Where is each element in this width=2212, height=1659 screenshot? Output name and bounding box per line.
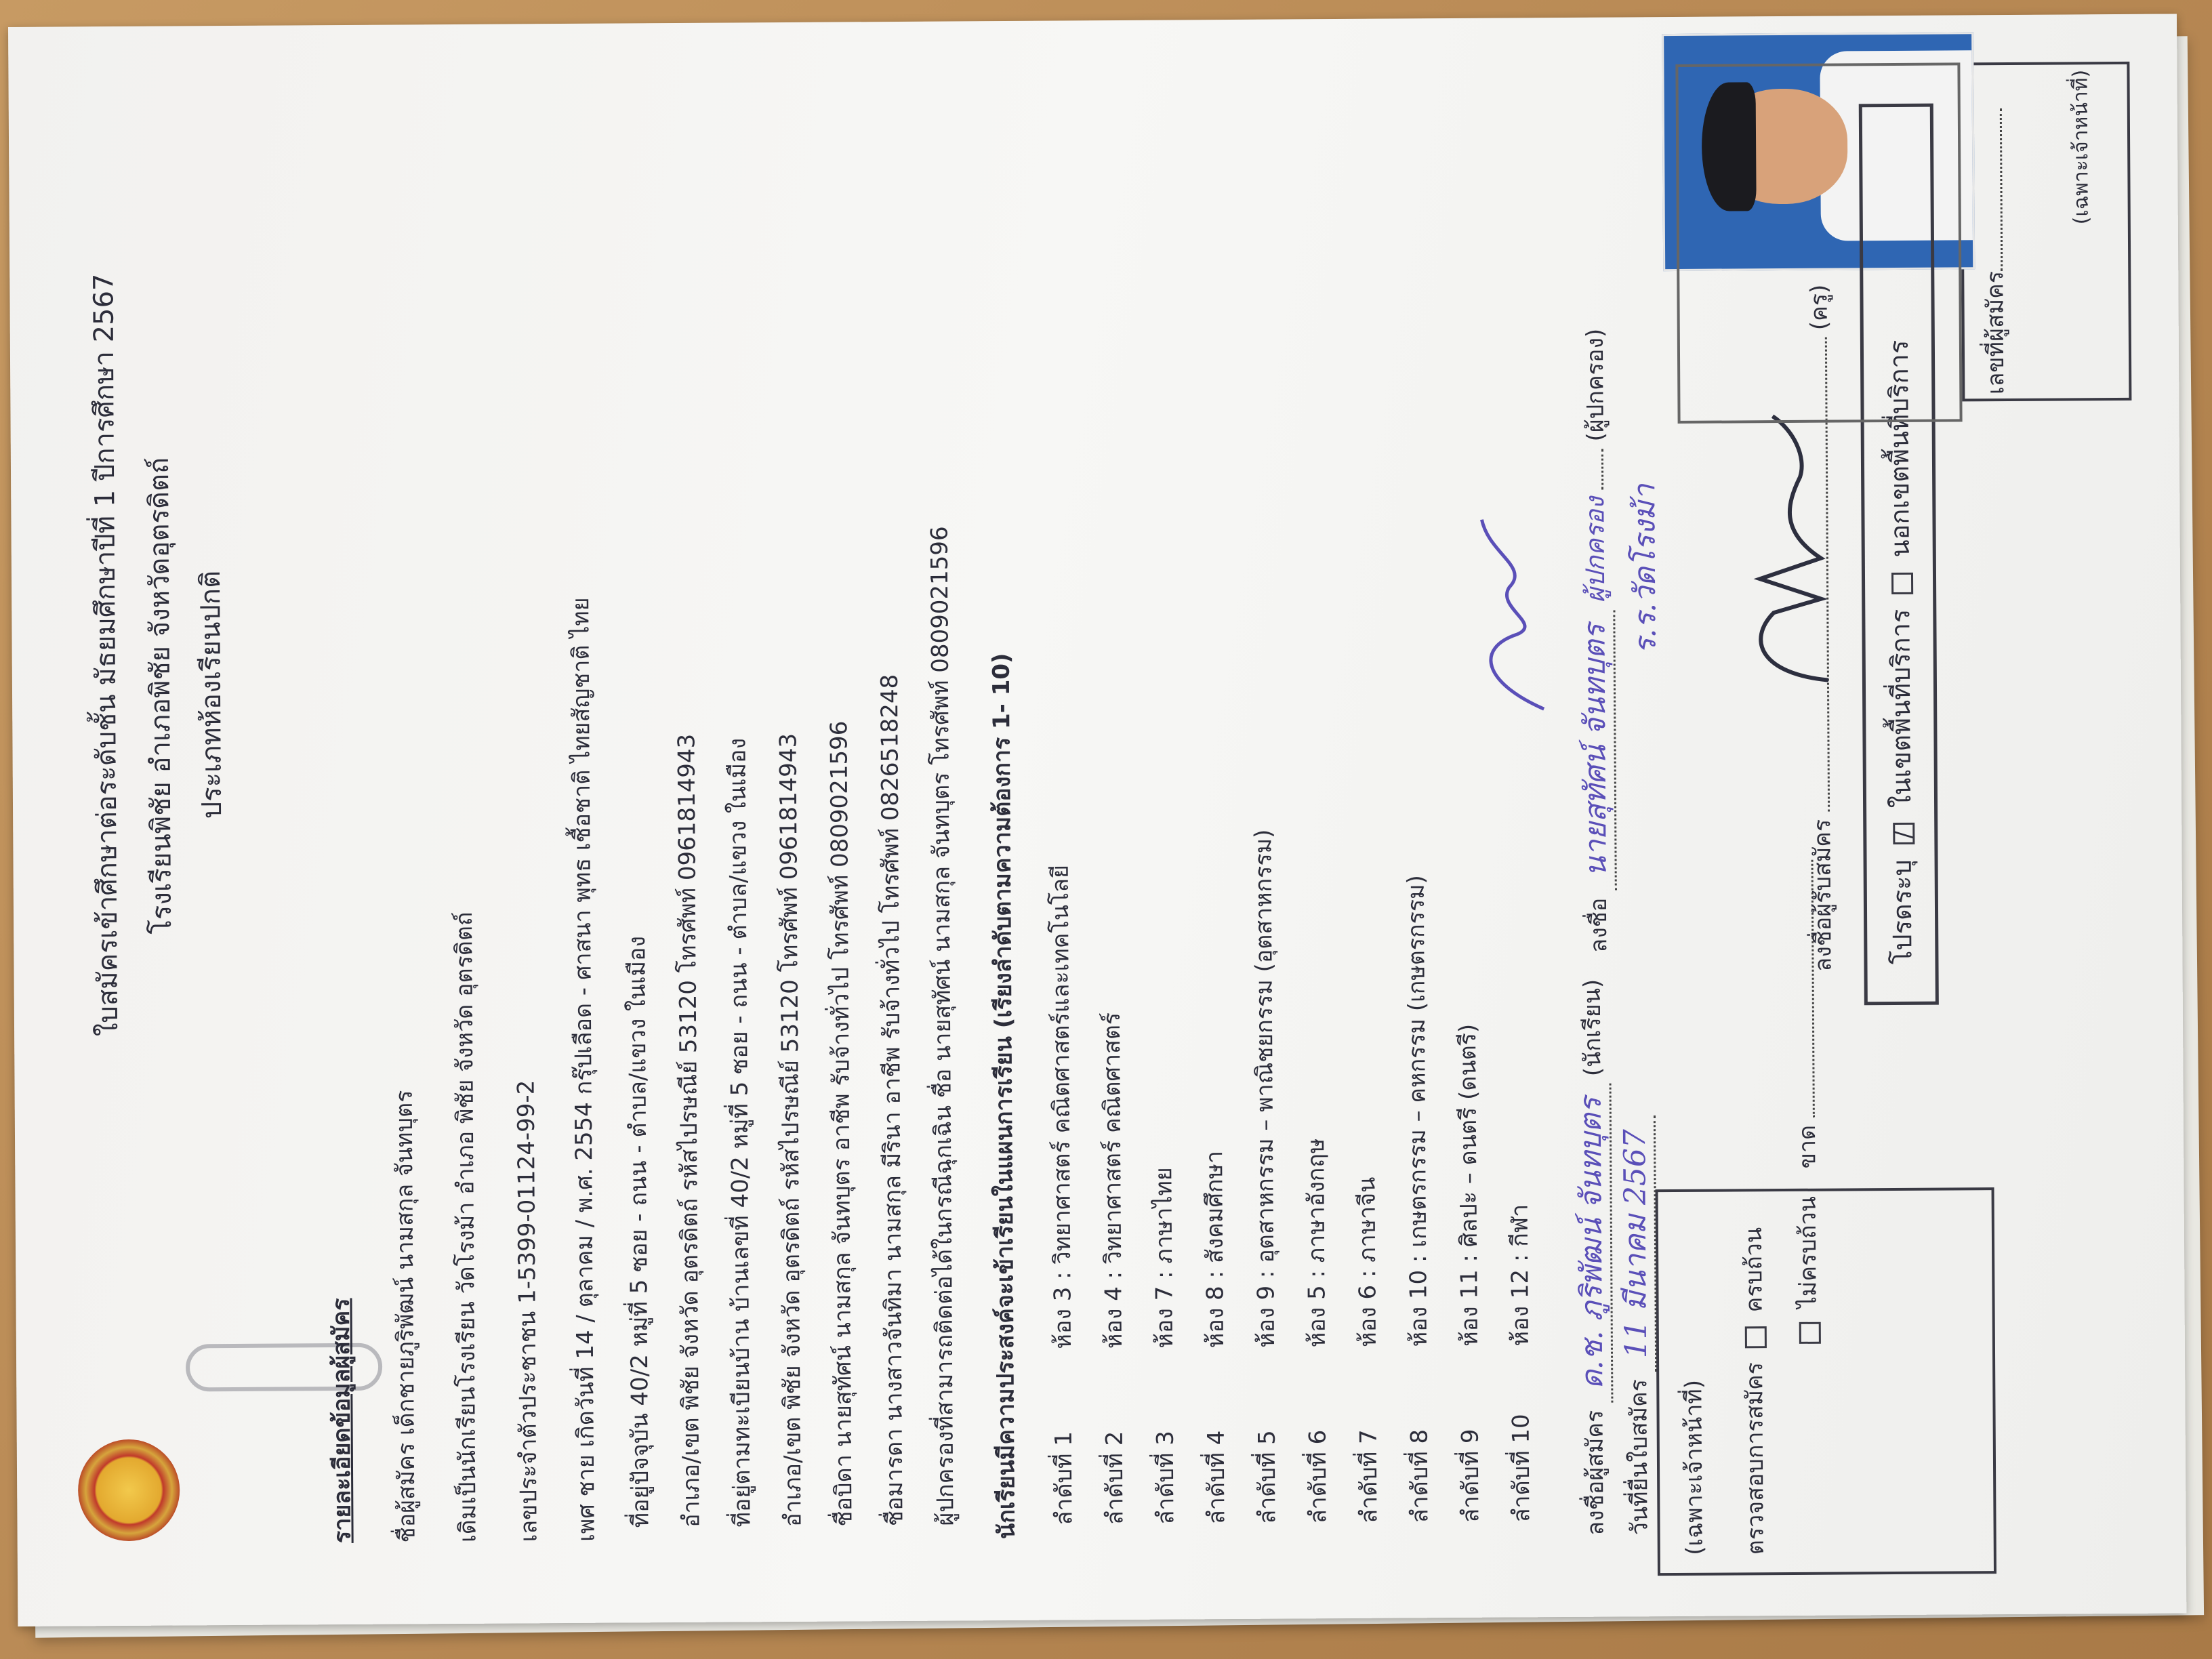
plan-order: ลำดับที่ 6	[1304, 1429, 1332, 1524]
application-date-handwritten: 11 มีนาคม 2567	[1618, 1115, 1657, 1372]
plan-name: ห้อง 8 : สังคมศึกษา	[1201, 1150, 1229, 1349]
office-incomplete-row: ไม่ครบถ้วน ขาด	[1793, 860, 1824, 1555]
plan-order: ลำดับที่ 5	[1253, 1430, 1282, 1524]
office-only-label: (เฉพาะเจ้าหน้าที่)	[2068, 69, 2093, 225]
plan-order: ลำดับที่ 9	[1456, 1429, 1485, 1523]
detail-line: ที่อยู่ปัจจุบัน 40/2 หมู่ที่ 5 ซอย - ถนน - ตำบล/แขวง ในเมือง	[623, 935, 655, 1528]
plan-order: ลำดับที่ 8	[1406, 1429, 1434, 1523]
form-title: ใบสมัครเข้าศึกษาต่อระดับชั้น มัธยมศึกษาปีที่ 1 ปีการศึกษา 2567	[88, 273, 125, 1037]
application-date-row: วันที่ยื่นใบสมัคร 11 มีนาคม 2567	[1618, 1115, 1658, 1536]
zone-selection-row	[1884, 340, 1919, 965]
parent-extra-handwritten: ผู้ปกครอง	[1580, 496, 1611, 603]
parent-signature-row: ลงชื่อ นายสุทัศน์ จันทบุตร ผู้ปกครอง (ผู้ปกครอง)	[1576, 329, 1617, 953]
out-zone-label: นอกเขตพื้นที่บริการ	[1883, 340, 1915, 558]
office-check-row: ตรวจสอบการสมัคร ครบถ้วน	[1740, 1227, 1769, 1555]
zone-label: โปรดระบุ	[1887, 859, 1918, 965]
detail-line: อำเภอ/เขต พิชัย จังหวัด อุตรดิตถ์ รหัสไปรษณีย์ 53120 โทรศัพท์ 0961814943	[775, 733, 807, 1528]
application-form-sheet	[8, 14, 2186, 1626]
parent-name-handwritten: นายสุทัศน์ จันทบุตร	[1577, 610, 1616, 890]
plan-name: ห้อง 9 : อุตสาหกรรม – พาณิชยกรรม (อุตสาหกรรม)	[1250, 829, 1280, 1348]
receiver-signature-row: ลงชื่อผู้รับสมัคร (ครู)	[1805, 284, 1837, 972]
detail-line: ชื่อบิดา นายสุทัศน์ นามสกุล จันทบุตร อาชีพ รับจ้างทั่วไป โทรศัพท์ 0809021596	[825, 720, 858, 1527]
study-plan-heading: นักเรียนมีความประสงค์จะเข้าเรียนในแผนการเรียน (เรียงลำดับตามความต้องการ 1- 10)	[987, 653, 1021, 1540]
detail-line: ผู้ปกครองที่สามารถติดต่อได้ในกรณีฉุกเฉิน ชื่อ นายสุทัศน์ นามสกุล จันทบุตร โทรศัพท์ 0809021596	[926, 526, 960, 1526]
out-zone-checkbox[interactable]	[1891, 572, 1912, 594]
plan-order: ลำดับที่ 1	[1050, 1431, 1078, 1525]
plan-name: ห้อง 11 : ศิลปะ – ดนตรี (ดนตรี)	[1454, 1023, 1483, 1347]
application-number-label: เลขที่ผู้สมัคร	[1981, 108, 2010, 394]
plan-order: ลำดับที่ 10	[1507, 1414, 1536, 1523]
detail-line: ชื่อมารดา นางสาวจันทิมา นามสกุล มีรินา อาชีพ รับจ้างทั่วไป โทรศัพท์ 0826518248	[876, 674, 909, 1527]
applicant-details-heading: รายละเอียดข้อมูลผู้สมัคร	[327, 1298, 356, 1544]
detail-line: เพศ ชาย เกิดวันที่ 14 / ตุลาคม / พ.ศ. 2554 กรุ๊ปเลือด - ศาสนา พุทธ เชื้อชาติ ไทยสัญชาติ ไทย	[567, 597, 600, 1542]
in-zone-label: ในเขตพื้นที่บริการ	[1885, 609, 1917, 808]
plan-order: ลำดับที่ 7	[1355, 1429, 1383, 1523]
plan-name: ห้อง 3 : วิทยาศาสตร์ คณิตศาสตร์และเทคโนโลยี	[1046, 864, 1077, 1349]
applicant-name-handwritten: ด.ช. ภูริพัฒน์ จันทบุตร	[1574, 1084, 1614, 1403]
plan-name: ห้อง 6 : ภาษาจีน	[1353, 1176, 1382, 1347]
in-zone-checkbox[interactable]	[1893, 823, 1914, 844]
form-page	[8, 55, 2159, 1626]
school-name: โรงเรียนพิชัย อำเภอพิชัย จังหวัดอุตรดิตถ์	[143, 457, 178, 935]
plan-name: ห้อง 12 : กีฬา	[1506, 1204, 1534, 1347]
incomplete-checkbox[interactable]	[1799, 1322, 1820, 1344]
school-note-handwritten: ร.ร.วัดโรงม้า	[1627, 484, 1663, 655]
plan-order: ลำดับที่ 3	[1151, 1431, 1180, 1525]
complete-checkbox[interactable]	[1744, 1326, 1766, 1348]
office-check-title: (เฉพาะเจ้าหน้าที่)	[1680, 1379, 1708, 1555]
applicant-signature-row: ลงชื่อผู้สมัคร ด.ช. ภูริพัฒน์ จันทบุตร (นักเรียน)	[1573, 979, 1614, 1536]
plan-order: ลำดับที่ 4	[1202, 1430, 1231, 1525]
plan-name: ห้อง 4 : วิทยาศาสตร์ คณิตศาสตร์	[1098, 1012, 1128, 1349]
plan-name: ห้อง 10 : เกษตรกรรม – คหกรรม (เกษตรกรรม)	[1402, 875, 1433, 1347]
plan-order: ลำดับที่ 2	[1101, 1431, 1129, 1525]
plan-name: ห้อง 5 : ภาษาอังกฤษ	[1303, 1138, 1331, 1348]
detail-line: อำเภอ/เขต พิชัย จังหวัด อุตรดิตถ์ รหัสไปรษณีย์ 53120 โทรศัพท์ 0961814943	[673, 733, 705, 1528]
parent-signature-scribble	[1468, 506, 1564, 723]
detail-line: เดิมเป็นนักเรียนโรงเรียน วัดโรงม้า อำเภอ พิชัย จังหวัด อุตรดิตถ์	[450, 912, 482, 1543]
class-type: ประเภทห้องเรียนปกติ	[194, 570, 228, 819]
detail-line: ที่อยู่ตามทะเบียนบ้าน บ้านเลขที่ 40/2 หมู่ที่ 5 ซอย - ถนน - ตำบล/แขวง ในเมือง	[724, 737, 756, 1528]
detail-line: เลขประจำตัวประชาชน 1-5399-01124-99-2	[512, 1080, 543, 1542]
school-logo	[78, 1439, 180, 1541]
receiver-signature-scribble	[1732, 402, 1842, 694]
plan-name: ห้อง 7 : ภาษาไทย	[1150, 1167, 1179, 1349]
detail-line: ชื่อผู้สมัคร เด็กชายภูริพัฒน์ นามสกุล จันทบุตร	[390, 1090, 421, 1543]
receiver-area-box	[1675, 62, 1962, 424]
